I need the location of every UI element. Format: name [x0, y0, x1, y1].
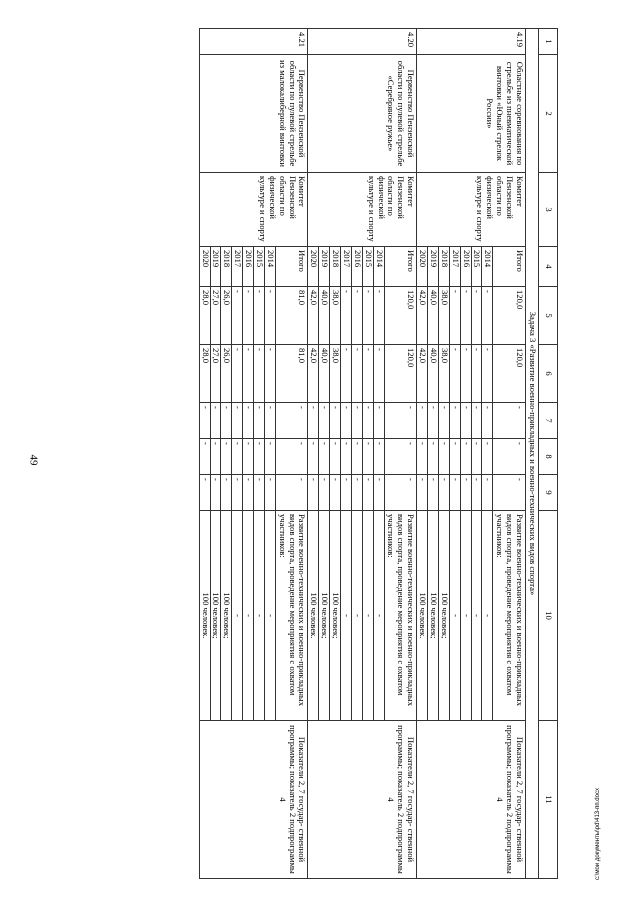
year-participants: -: [362, 511, 373, 721]
year-c5: -: [243, 287, 254, 345]
total-c8: -: [384, 439, 417, 475]
year-participants: -: [373, 511, 384, 721]
indicator: Показатели 2, 7 государ- ственной программы; показатель 2 подпрограммы 4: [417, 721, 526, 879]
year-participants: 100 человек;: [330, 511, 341, 721]
year-c5: 38,0: [439, 287, 450, 345]
total-c6: 120,0: [384, 345, 417, 403]
year-c9: -: [428, 475, 439, 511]
year-cell: 2015: [471, 247, 482, 287]
year-c7: -: [243, 403, 254, 439]
year-participants: 100 человек;: [319, 511, 330, 721]
year-c7: -: [482, 403, 493, 439]
year-c8: -: [330, 439, 341, 475]
total-c9: -: [384, 475, 417, 511]
activity-number: 4.19: [417, 29, 526, 55]
column-number-1: 1: [539, 29, 558, 55]
year-c7: -: [221, 403, 232, 439]
column-number-7: 7: [539, 403, 558, 439]
activity-name: Областные соревнования по стрельбе из пневматической винтовки «Юный стрелок России»: [417, 55, 526, 173]
year-c6: -: [254, 345, 265, 403]
task-header-row: [526, 29, 539, 879]
column-number-8: 8: [539, 439, 558, 475]
year-c7: -: [265, 403, 276, 439]
year-c7: -: [362, 403, 373, 439]
year-cell: 2015: [254, 247, 265, 287]
total-c7: -: [384, 403, 417, 439]
year-c9: -: [232, 475, 243, 511]
year-c8: -: [417, 439, 428, 475]
year-c5: -: [471, 287, 482, 345]
year-c7: -: [254, 403, 265, 439]
year-c9: -: [482, 475, 493, 511]
total-c8: -: [493, 439, 526, 475]
activity-name: Первенство Пензенской области по пулевой стрельбе из малокалиберной винтовки: [199, 55, 308, 173]
column-number-10: 10: [539, 511, 558, 721]
year-c7: -: [428, 403, 439, 439]
year-c5: 40,0: [319, 287, 330, 345]
year-c5: 26,0: [221, 287, 232, 345]
year-participants: -: [265, 511, 276, 721]
year-c6: -: [352, 345, 363, 403]
year-c5: -: [254, 287, 265, 345]
year-c5: -: [352, 287, 363, 345]
column-number-11: 11: [539, 721, 558, 879]
activity-number: 4.21: [199, 29, 308, 55]
year-c9: -: [265, 475, 276, 511]
year-c6: -: [471, 345, 482, 403]
year-c9: -: [254, 475, 265, 511]
activity-executor: Комитет Пензенской области по физической культуре и спорту: [417, 173, 526, 247]
year-c7: -: [449, 403, 460, 439]
year-c7: -: [330, 403, 341, 439]
year-c6: -: [265, 345, 276, 403]
year-c5: -: [482, 287, 493, 345]
total-c7: -: [275, 403, 308, 439]
task-header: Задача 3 «Развитие военно-прикладных и военно-технических видов спорта»: [526, 29, 539, 879]
year-c9: -: [243, 475, 254, 511]
year-c6: 26,0: [221, 345, 232, 403]
activity-total-row: [275, 29, 308, 879]
activity-executor: Комитет Пензенской области по физической культуре и спорту: [308, 173, 417, 247]
total-c7: -: [493, 403, 526, 439]
year-c8: -: [254, 439, 265, 475]
year-c5: 38,0: [330, 287, 341, 345]
year-participants: 100 человек;: [210, 511, 221, 721]
year-c9: -: [308, 475, 319, 511]
year-c7: -: [308, 403, 319, 439]
year-c9: -: [352, 475, 363, 511]
year-participants: 100 человек;: [428, 511, 439, 721]
year-cell: 2020: [199, 247, 210, 287]
year-c7: -: [373, 403, 384, 439]
year-c7: -: [232, 403, 243, 439]
activity-total-row: [384, 29, 417, 879]
column-number-5: 5: [539, 287, 558, 345]
year-c8: -: [362, 439, 373, 475]
year-cell: 2019: [210, 247, 221, 287]
year-c5: -: [362, 287, 373, 345]
year-c7: -: [199, 403, 210, 439]
year-c8: -: [482, 439, 493, 475]
year-cell: 2017: [232, 247, 243, 287]
year-c6: -: [449, 345, 460, 403]
year-cell: 2014: [373, 247, 384, 287]
year-c6: -: [232, 345, 243, 403]
year-cell: 2014: [265, 247, 276, 287]
year-c7: -: [352, 403, 363, 439]
year-c9: -: [460, 475, 471, 511]
total-c6: 81,0: [275, 345, 308, 403]
year-c6: -: [482, 345, 493, 403]
expected-result: Развитие военно-технических и военно-прикладных видов спорта, проведение мероприятия с охватом участников:: [275, 511, 308, 721]
year-c5: 27,0: [210, 287, 221, 345]
year-cell: 2016: [460, 247, 471, 287]
column-number-6: 6: [539, 345, 558, 403]
page-number: 49: [27, 454, 40, 466]
year-c9: -: [341, 475, 352, 511]
column-number-row: [539, 29, 558, 879]
year-c5: -: [460, 287, 471, 345]
year-c5: -: [232, 287, 243, 345]
total-c5: 120,0: [493, 287, 526, 345]
file-path-footer: c:\мои документы\pd\413-пп.docx: [595, 788, 601, 880]
year-c6: 27,0: [210, 345, 221, 403]
year-participants: 100 человек.: [308, 511, 319, 721]
activity-number: 4.20: [308, 29, 417, 55]
total-c9: -: [275, 475, 308, 511]
activity-total-row: [493, 29, 526, 879]
year-participants: -: [232, 511, 243, 721]
column-number-4: 4: [539, 247, 558, 287]
year-c6: 28,0: [199, 345, 210, 403]
total-c5: 120,0: [384, 287, 417, 345]
year-cell: 2014: [482, 247, 493, 287]
year-c8: -: [471, 439, 482, 475]
year-c6: -: [373, 345, 384, 403]
year-cell: 2020: [308, 247, 319, 287]
year-c8: -: [265, 439, 276, 475]
year-c9: -: [449, 475, 460, 511]
year-c5: -: [265, 287, 276, 345]
year-c5: -: [341, 287, 352, 345]
indicator: Показатели 2, 7 государ- ственной программы; показатель 2 подпрограммы 4: [308, 721, 417, 879]
activity-executor: Комитет Пензенской области по физической культуре и спорту: [199, 173, 308, 247]
year-c9: -: [319, 475, 330, 511]
year-cell: 2015: [362, 247, 373, 287]
year-cell: 2016: [352, 247, 363, 287]
year-c9: -: [417, 475, 428, 511]
year-c8: -: [243, 439, 254, 475]
year-c8: -: [221, 439, 232, 475]
year-cell: 2019: [428, 247, 439, 287]
year-participants: 100 человек;: [439, 511, 450, 721]
year-c6: -: [362, 345, 373, 403]
year-c8: -: [352, 439, 363, 475]
year-c9: -: [471, 475, 482, 511]
year-c6: 40,0: [319, 345, 330, 403]
year-participants: -: [243, 511, 254, 721]
year-c5: 42,0: [417, 287, 428, 345]
indicator: Показатели 2, 7 государ- ственной программы; показатель 2 подпрограммы 4: [199, 721, 308, 879]
column-number-9: 9: [539, 475, 558, 511]
year-c6: 42,0: [417, 345, 428, 403]
year-c8: -: [210, 439, 221, 475]
year-c6: 40,0: [428, 345, 439, 403]
year-c6: -: [460, 345, 471, 403]
year-c7: -: [471, 403, 482, 439]
year-c5: -: [373, 287, 384, 345]
year-c9: -: [199, 475, 210, 511]
year-cell: 2016: [243, 247, 254, 287]
year-c9: -: [362, 475, 373, 511]
year-c7: -: [417, 403, 428, 439]
total-c9: -: [493, 475, 526, 511]
expected-result: Развитие военно-технических и военно-прикладных видов спорта, проведение мероприятия с охватом участников:: [384, 511, 417, 721]
year-participants: -: [449, 511, 460, 721]
total-c5: 81,0: [275, 287, 308, 345]
year-cell: 2020: [417, 247, 428, 287]
total-label: Итого: [384, 247, 417, 287]
year-participants: -: [460, 511, 471, 721]
year-participants: -: [471, 511, 482, 721]
year-c7: -: [460, 403, 471, 439]
year-c6: 38,0: [330, 345, 341, 403]
year-c5: 40,0: [428, 287, 439, 345]
year-c5: -: [449, 287, 460, 345]
year-c8: -: [428, 439, 439, 475]
year-c8: -: [341, 439, 352, 475]
year-c9: -: [330, 475, 341, 511]
year-participants: 100 человек;: [221, 511, 232, 721]
year-c5: 42,0: [308, 287, 319, 345]
year-c7: -: [210, 403, 221, 439]
year-c7: -: [341, 403, 352, 439]
year-participants: -: [482, 511, 493, 721]
total-label: Итого: [493, 247, 526, 287]
year-participants: 100 человек.: [199, 511, 210, 721]
year-c8: -: [319, 439, 330, 475]
year-c9: -: [221, 475, 232, 511]
year-c9: -: [373, 475, 384, 511]
year-cell: 2017: [449, 247, 460, 287]
year-c5: 28,0: [199, 287, 210, 345]
year-cell: 2018: [439, 247, 450, 287]
year-c8: -: [308, 439, 319, 475]
year-cell: 2018: [330, 247, 341, 287]
year-c8: -: [373, 439, 384, 475]
year-c7: -: [439, 403, 450, 439]
total-c6: 120,0: [493, 345, 526, 403]
year-c9: -: [210, 475, 221, 511]
year-c8: -: [460, 439, 471, 475]
rotated-table-container: [80, 28, 558, 878]
year-c9: -: [439, 475, 450, 511]
year-c6: -: [243, 345, 254, 403]
year-participants: -: [341, 511, 352, 721]
year-cell: 2018: [221, 247, 232, 287]
activity-name: Первенство Пензенской области по пулевой стрельбе «Серебряное ружье»: [308, 55, 417, 173]
program-activities-table: [199, 28, 558, 879]
total-label: Итого: [275, 247, 308, 287]
year-participants: -: [254, 511, 265, 721]
column-number-3: 3: [539, 173, 558, 247]
year-cell: 2019: [319, 247, 330, 287]
expected-result: Развитие военно-технических и военно-прикладных видов спорта, проведение мероприятия с охватом участников:: [493, 511, 526, 721]
year-cell: 2017: [341, 247, 352, 287]
year-participants: 100 человек.: [417, 511, 428, 721]
total-c8: -: [275, 439, 308, 475]
year-c6: 42,0: [308, 345, 319, 403]
year-c6: -: [341, 345, 352, 403]
year-participants: -: [352, 511, 363, 721]
column-number-2: 2: [539, 55, 558, 173]
year-c8: -: [439, 439, 450, 475]
year-c8: -: [449, 439, 460, 475]
year-c8: -: [232, 439, 243, 475]
year-c8: -: [199, 439, 210, 475]
year-c7: -: [319, 403, 330, 439]
year-c6: 38,0: [439, 345, 450, 403]
